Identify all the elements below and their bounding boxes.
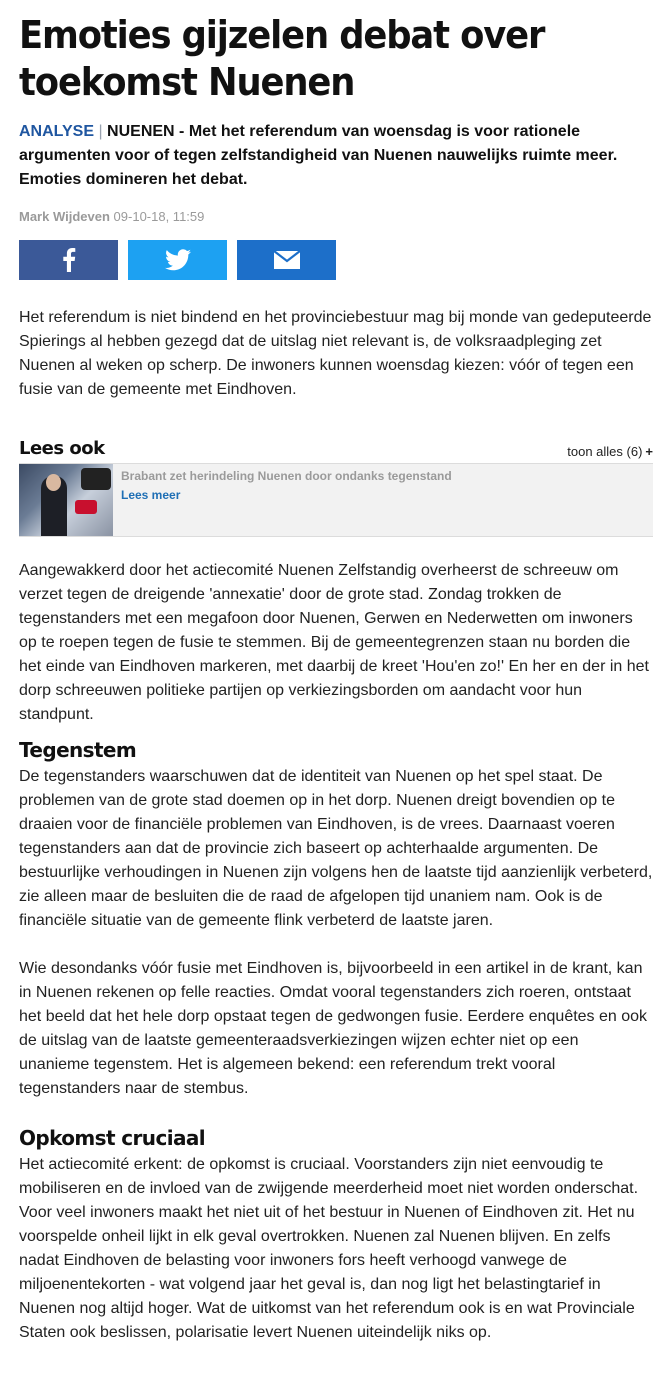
twitter-icon — [165, 249, 191, 271]
article-intro — [19, 120, 653, 192]
microphone-shape — [75, 500, 97, 514]
paragraph-4: Wie desondanks vóór fusie met Eindhoven is, bijvoorbeeld in een artikel in de krant, kan in Nuenen rekenen op felle reacties. Omdat vooral tegenstanders zich roeren, ontstaat het beeld dat het hele dorp opstaat tegen de gedwongen fusie. Eerdere enquêtes en ook de uitslag van de laatste gemeenteraadsverkiezingen wijzen echter niet op een unanieme tegenstem. Het is algemeen bekend: een referendum trekt vooral tegenstanders naar de stembus. — [19, 960, 648, 1097]
paragraph-5: Het actiecomité erkent: de opkomst is cruciaal. Voorstanders zijn niet eenvoudig te mobiliseren en de invloed van de zwijgende meerderheid moet niet worden onderschat. Voor veel inwoners maakt het niet uit of het bestuur in Nuenen of Eindhoven zit. Het nu voorspelde onheil lijkt in elk geval overtrokken. Nuenen zal Nuenen blijven. En zelfs nadat Eindhoven de belasting voor inwoners fors heeft verhoogd vanwege de miljoenentekorten - wat volgend jaar het geval is, dan nog ligt het belastingtarief in Nuenen nog altijd hoger. Wat de uitkomst van het referendum ook is en wat Provinciale Staten ook beslissen, polarisatie levert Nuenen uiteindelijk niks op. — [19, 1156, 639, 1341]
article-title: Emoties gijzelen debat over toekomst Nuenen — [19, 13, 545, 104]
facebook-share-button[interactable] — [19, 240, 118, 280]
toon-alles-label: toon alles (6) — [567, 444, 643, 459]
related-article-text — [113, 464, 452, 536]
lees-meer-link[interactable]: Lees meer — [121, 488, 181, 502]
face-shape — [46, 474, 61, 491]
intro-tag[interactable]: ANALYSE — [19, 123, 94, 140]
paragraph-2: Aangewakkerd door het actiecomité Nuenen Zelfstandig overheerst de schreeuw om verzet tegen de dreigende 'annexatie' door de grote stad. Zondag trokken de tegenstanders met een megafoon door Nuenen, Gerwen en Nederwetten om inwoners op te roepen tegen de fusie te stemmen. Bij de gemeentegrenzen staan nu borden die het einde van Eindhoven markeren, met daarbij de kreet 'Hou'en zo!' En her en der in het dorp schreeuwen politieke partijen op verkiezingsborden om aandacht voor hun standpunt. — [19, 562, 649, 723]
plus-icon: + — [645, 444, 653, 459]
intro-place: NUENEN - — [107, 123, 185, 140]
heading-tegenstem: Tegenstem — [19, 738, 137, 762]
paragraph-1: Het referendum is niet bindend en het provinciebestuur mag bij monde van gedeputeerde Spierings al hebben gezegd dat de uitslag niet relevant is, de volksraadpleging zet Nuenen al weken op scherp. De inwoners kunnen woensdag kiezen: vóór of tegen een fusie van de gemeente met Eindhoven. — [19, 309, 652, 398]
related-article-thumbnail — [19, 464, 113, 536]
related-article-card[interactable] — [19, 464, 653, 537]
heading-opkomst-cruciaal: Opkomst cruciaal — [19, 1126, 206, 1150]
byline — [19, 209, 653, 224]
twitter-share-button[interactable] — [128, 240, 227, 280]
lees-ook-title: Lees ook — [19, 438, 105, 459]
facebook-icon — [62, 248, 76, 272]
author-name: Mark Wijdeven — [19, 209, 110, 224]
share-bar — [19, 240, 653, 280]
paragraph-3: De tegenstanders waarschuwen dat de identiteit van Nuenen op het spel staat. De problemen van de grote stad doemen op in het dorp. Nuenen dreigt bovendien op te draaien voor de financiële problemen van Eindhoven, is de vrees. Daarnaast voeren tegenstanders aan dat de provincie zich baseert op achterhaalde argumenten. De bestuurlijke verhoudingen in Nuenen zijn volgens hen de laatste tijd aanzienlijk verbeterd, zie alleen maar de besluiten die de raad de afgelopen tijd unaniem nam. Ook is de financiële situatie van de gemeente flink verbeterd de laatste jaren. — [19, 768, 653, 929]
mail-icon — [274, 251, 300, 269]
lees-ook-header — [19, 438, 653, 464]
toon-alles-link[interactable] — [567, 444, 653, 459]
publish-date: 09-10-18, 11:59 — [113, 209, 205, 224]
intro-separator: | — [98, 123, 103, 140]
intro-text: Met het referendum van woensdag is voor rationele argumenten voor of tegen zelfstandigheid van Nuenen nauwelijks ruimte meer. Emoties domineren het debat. — [19, 123, 618, 188]
related-article-title[interactable]: Brabant zet herindeling Nuenen door ondanks tegenstand — [121, 469, 452, 483]
mail-share-button[interactable] — [237, 240, 336, 280]
camera-shape — [81, 468, 111, 490]
